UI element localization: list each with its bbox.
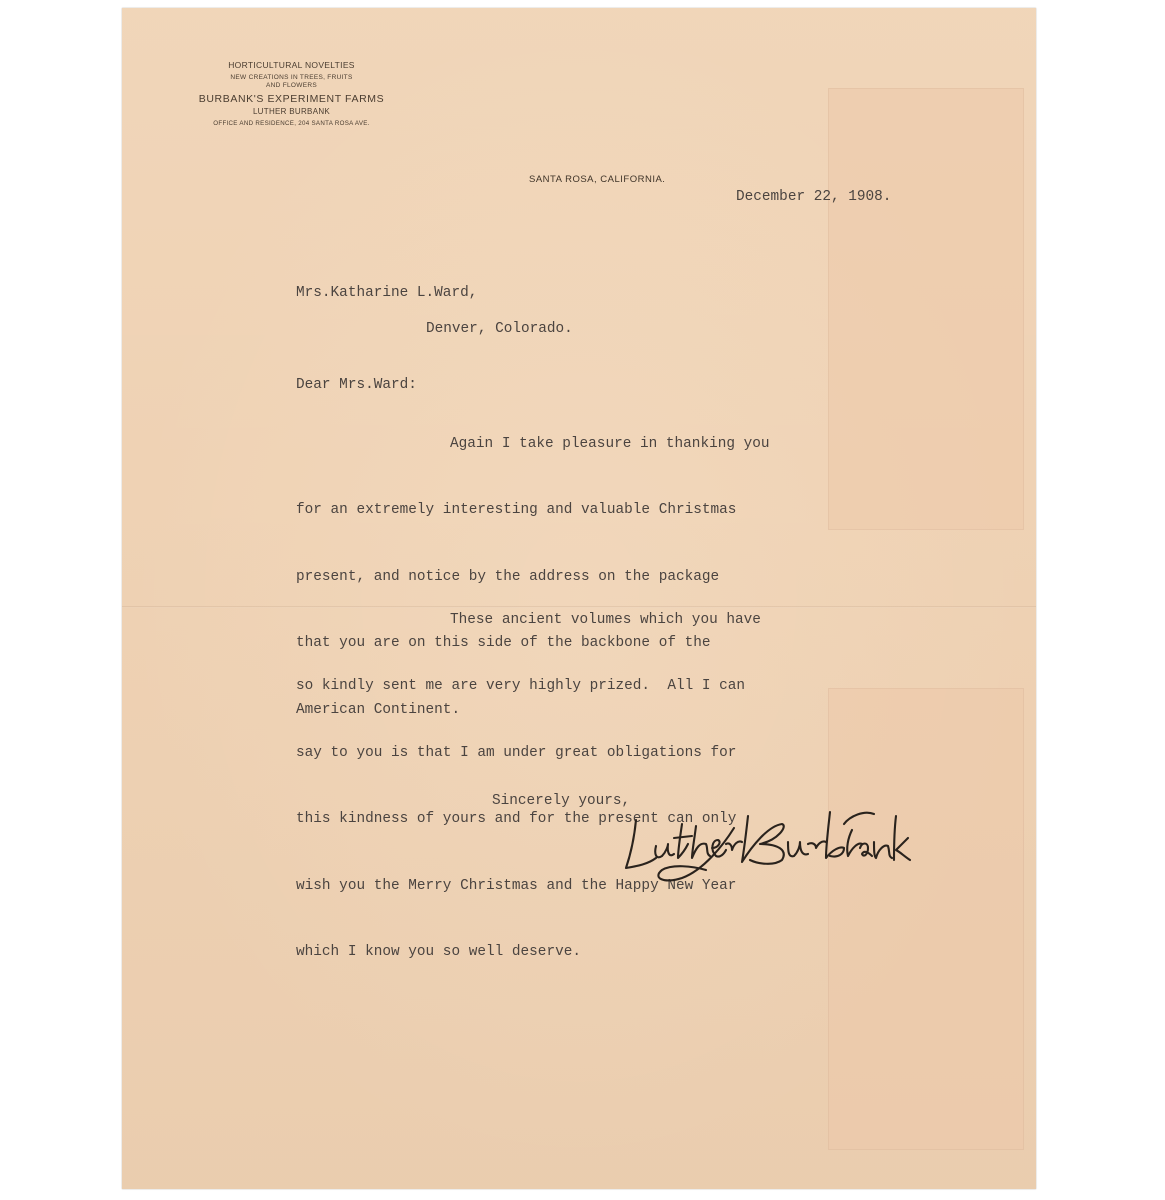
body-line: These ancient volumes which you have	[450, 612, 761, 628]
body-line: this kindness of yours and for the present can only	[296, 811, 737, 828]
place-line: SANTA ROSA, CALIFORNIA.	[529, 174, 666, 185]
salutation: Dear Mrs.Ward:	[296, 377, 417, 393]
recipient-city: Denver, Colorado.	[426, 321, 573, 337]
letterhead-tagline: HORTICULTURAL NOVELTIES	[228, 60, 355, 70]
body-line: so kindly sent me are very highly prized. All I can	[296, 678, 746, 695]
tape-patch-bottom	[828, 688, 1024, 1150]
body-line: Again I take pleasure in thanking you	[450, 436, 770, 452]
body-line: present, and notice by the address on the package	[296, 568, 720, 585]
tape-patch-top	[828, 88, 1024, 530]
body-line: for an extremely interesting and valuable Christmas	[296, 502, 737, 519]
body-line: that you are on this side of the backbone of the	[296, 635, 711, 652]
body-line: wish you the Merry Christmas and the Happy New Year	[296, 877, 737, 894]
recipient-name: Mrs.Katharine L.Ward,	[296, 285, 478, 301]
letterhead-subtitle-1: NEW CREATIONS IN TREES, FRUITS	[230, 74, 353, 81]
letterhead-address: OFFICE AND RESIDENCE, 204 SANTA ROSA AVE.	[213, 120, 370, 127]
letterhead-company: BURBANK'S EXPERIMENT FARMS	[198, 93, 385, 105]
letterhead-subtitle-2: AND FLOWERS	[266, 82, 317, 89]
letter-sheet	[122, 8, 1036, 1189]
letter-date: December 22, 1908.	[736, 189, 892, 205]
closing: Sincerely yours,	[492, 793, 631, 809]
letterhead-owner: LUTHER BURBANK	[252, 107, 331, 116]
handwritten-signature	[612, 786, 912, 896]
letterhead	[164, 60, 419, 127]
body-line: say to you is that I am under great obligations for	[296, 744, 737, 761]
body-line: American Continent.	[296, 701, 461, 718]
body-line: which I know you so well deserve.	[296, 943, 581, 960]
